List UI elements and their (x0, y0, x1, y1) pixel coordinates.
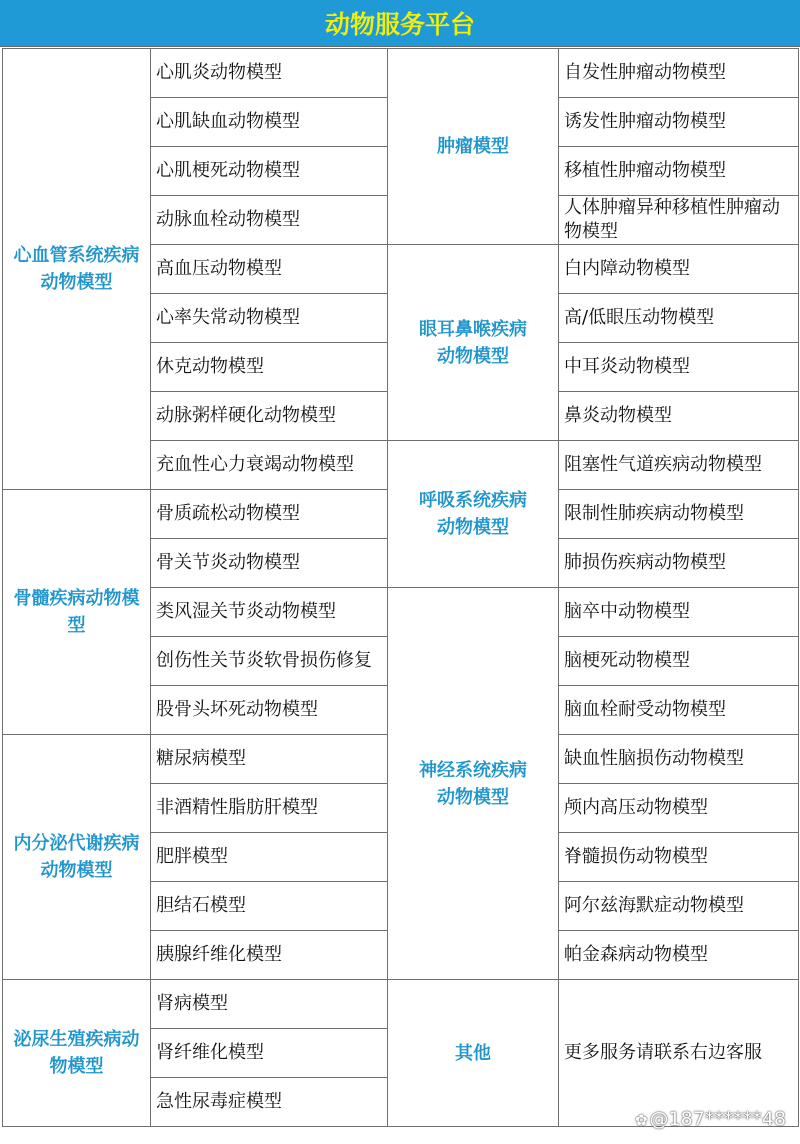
category-neuro: 神经系统疾病动物模型 (388, 588, 559, 980)
contact-note: 更多服务请联系右边客服 (559, 980, 799, 1127)
list-item: 非酒精性脂肪肝模型 (151, 784, 388, 833)
list-item: 诱发性肿瘤动物模型 (559, 98, 799, 147)
list-item: 人体肿瘤异种移植性肿瘤动物模型 (559, 196, 799, 245)
list-item: 肾纤维化模型 (151, 1029, 388, 1078)
list-item: 胰腺纤维化模型 (151, 931, 388, 980)
category-bone: 骨髓疾病动物模型 (3, 490, 151, 735)
category-other: 其他 (388, 980, 559, 1127)
list-item: 肾病模型 (151, 980, 388, 1029)
category-cardio: 心血管系统疾病动物模型 (3, 49, 151, 490)
list-item: 骨质疏松动物模型 (151, 490, 388, 539)
list-item: 缺血性脑损伤动物模型 (559, 735, 799, 784)
list-item: 心肌炎动物模型 (151, 49, 388, 98)
list-item: 创伤性关节炎软骨损伤修复 (151, 637, 388, 686)
list-item: 限制性肺疾病动物模型 (559, 490, 799, 539)
list-item: 中耳炎动物模型 (559, 343, 799, 392)
list-item: 休克动物模型 (151, 343, 388, 392)
list-item: 脑梗死动物模型 (559, 637, 799, 686)
category-endocrine: 内分泌代谢疾病动物模型 (3, 735, 151, 980)
list-item: 肥胖模型 (151, 833, 388, 882)
list-item: 白内障动物模型 (559, 245, 799, 294)
list-item: 心肌缺血动物模型 (151, 98, 388, 147)
list-item: 脑血栓耐受动物模型 (559, 686, 799, 735)
list-item: 鼻炎动物模型 (559, 392, 799, 441)
list-item: 股骨头坏死动物模型 (151, 686, 388, 735)
category-respiratory: 呼吸系统疾病动物模型 (388, 441, 559, 588)
list-item: 动脉血栓动物模型 (151, 196, 388, 245)
watermark-text: @187******48 (649, 1108, 786, 1130)
page-title: 动物服务平台 (0, 0, 800, 47)
list-item: 高/低眼压动物模型 (559, 294, 799, 343)
zhihu-logo-icon: ✿ (634, 1111, 648, 1129)
list-item: 阿尔兹海默症动物模型 (559, 882, 799, 931)
category-tumor: 肿瘤模型 (388, 49, 559, 245)
list-item: 心肌梗死动物模型 (151, 147, 388, 196)
list-item: 充血性心力衰竭动物模型 (151, 441, 388, 490)
list-item: 自发性肿瘤动物模型 (559, 49, 799, 98)
list-item: 高血压动物模型 (151, 245, 388, 294)
list-item: 脊髓损伤动物模型 (559, 833, 799, 882)
category-ent: 眼耳鼻喉疾病动物模型 (388, 245, 559, 441)
list-item: 动脉粥样硬化动物模型 (151, 392, 388, 441)
watermark (635, 1108, 786, 1130)
list-item: 类风湿关节炎动物模型 (151, 588, 388, 637)
list-item: 肺损伤疾病动物模型 (559, 539, 799, 588)
list-item: 骨关节炎动物模型 (151, 539, 388, 588)
list-item: 胆结石模型 (151, 882, 388, 931)
service-table (2, 48, 799, 1127)
list-item: 移植性肿瘤动物模型 (559, 147, 799, 196)
list-item: 阻塞性气道疾病动物模型 (559, 441, 799, 490)
list-item: 颅内高压动物模型 (559, 784, 799, 833)
category-urinary: 泌尿生殖疾病动物模型 (3, 980, 151, 1127)
list-item: 急性尿毒症模型 (151, 1078, 388, 1127)
list-item: 糖尿病模型 (151, 735, 388, 784)
list-item: 脑卒中动物模型 (559, 588, 799, 637)
list-item: 心率失常动物模型 (151, 294, 388, 343)
list-item: 帕金森病动物模型 (559, 931, 799, 980)
